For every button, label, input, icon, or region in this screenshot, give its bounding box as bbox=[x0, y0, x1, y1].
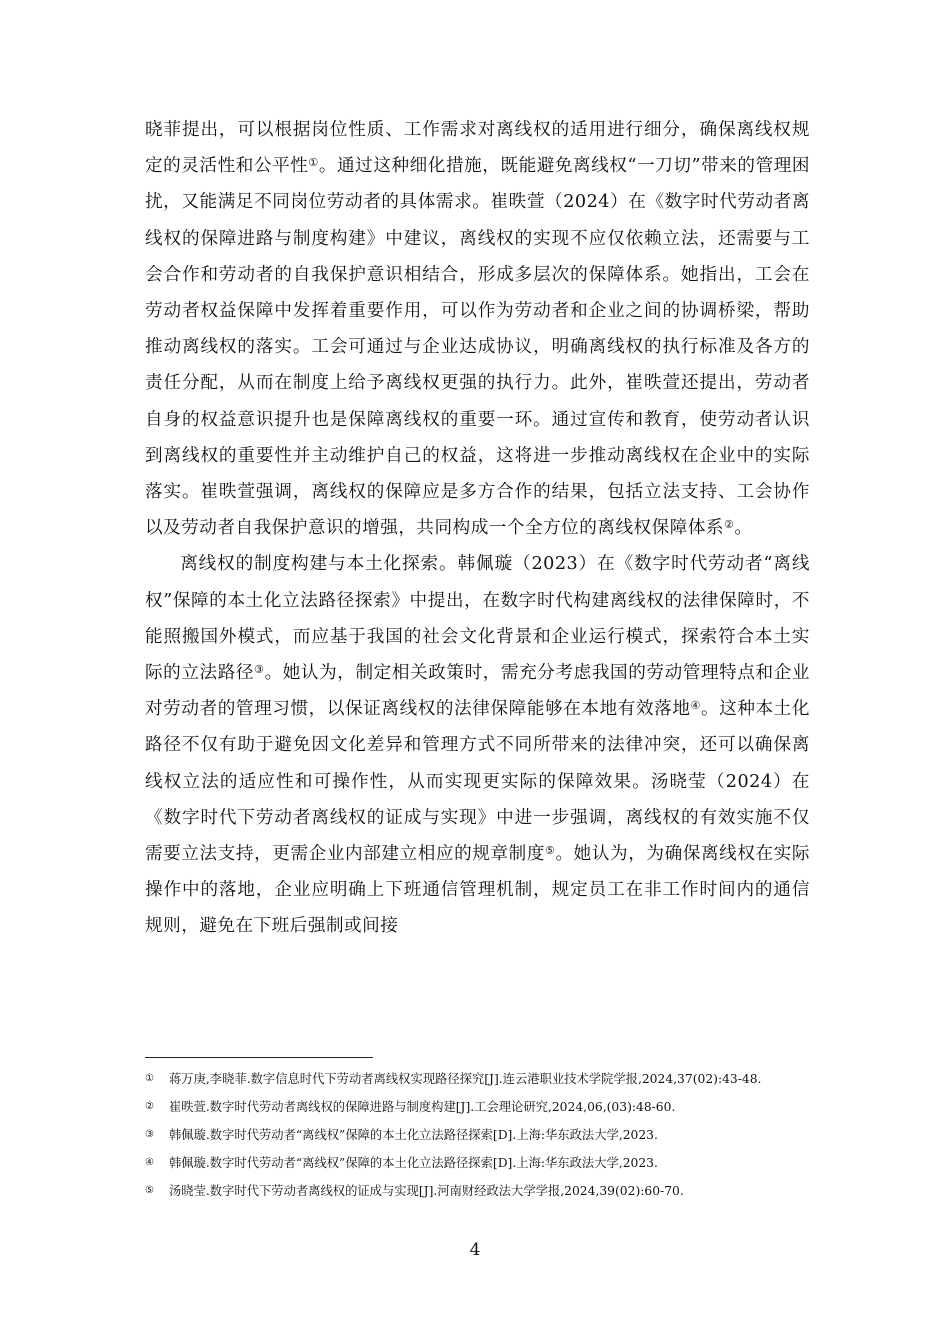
footnote-ref: ② bbox=[724, 518, 735, 532]
text-run: 。这种本土化路径不仅有助于避免因文化差异和管理方式不同所带来的法律冲突，还可以确保离线权立法的适应性和可操作性，从而实现更实际的保障效果。汤晓莹（2024）在《数字时代下劳动者离线权的证成与实现》中进一步强调，离线权的有效实施不仅需要立法支持，更需企业内部建立相应的规章制度 bbox=[145, 699, 810, 865]
footnote-3 bbox=[145, 1124, 810, 1146]
footnote-text: 韩佩璇.数字时代劳动者“离线权”保障的本土化立法路径探索[D].上海:华东政法大学,2023. bbox=[169, 1128, 658, 1142]
footnote-text: 蒋万庚,李晓菲.数字信息时代下劳动者离线权实现路径探究[J].连云港职业技术学院学报,2024,37(02):43-48. bbox=[169, 1072, 762, 1086]
footnote-ref: ⑤ bbox=[545, 844, 556, 858]
footnote-marker: ④ bbox=[145, 1157, 154, 1168]
footnote-ref: ③ bbox=[254, 663, 265, 677]
footnote-text: 汤晓莹.数字时代下劳动者离线权的证成与实现[J].河南财经政法大学学报,2024,39(02):60-70. bbox=[169, 1184, 684, 1198]
footnote-ref: ① bbox=[308, 156, 319, 170]
footnote-text: 崔昳萱.数字时代劳动者离线权的保障进路与制度构建[J].工会理论研究,2024,06,(03):48-60. bbox=[169, 1100, 676, 1114]
footnote-1 bbox=[145, 1068, 810, 1090]
footnote-marker: ② bbox=[145, 1101, 154, 1112]
page-number: 4 bbox=[469, 1240, 481, 1260]
paragraph-1 bbox=[145, 112, 810, 546]
footnote-ref: ④ bbox=[690, 699, 701, 713]
footnote-2 bbox=[145, 1096, 810, 1118]
footnote-5 bbox=[145, 1180, 810, 1202]
text-run: 。她认为，为确保离线权在实际操作中的落地，企业应明确上下班通信管理机制，规定员工在非工作时间内的通信规则，避免在下班后强制或间接 bbox=[145, 844, 810, 937]
text-run: 离线权的制度构建与本土化探索。韩佩璇（2023）在《数字时代劳动者“离线权”保障的本土化立法路径探索》中提出，在数字时代构建离线权的法律保障时，不能照搬国外模式，而应基于我国的社会文化背景和企业运行模式，探索符合本土实际的立法路径 bbox=[145, 554, 810, 684]
footnote-marker: ③ bbox=[145, 1129, 154, 1140]
text-run: 晓菲提出，可以根据岗位性质、工作需求对离线权的适用进行细分，确保离线权规定的灵活性和公平性 bbox=[145, 120, 810, 177]
footnotes bbox=[145, 1068, 810, 1208]
footnote-separator bbox=[145, 1057, 373, 1058]
footnote-4 bbox=[145, 1152, 810, 1174]
text-run: 。她认为，制定相关政策时，需充分考虑我国的劳动管理特点和企业对劳动者的管理习惯，以保证离线权的法律保障能够在本地有效落地 bbox=[145, 663, 810, 720]
paragraph-2 bbox=[145, 546, 810, 944]
text-run: 。通过这种细化措施，既能避免离线权“一刀切”带来的管理困扰，又能满足不同岗位劳动者的具体需求。崔昳萱（2024）在《数字时代劳动者离线权的保障进路与制度构建》中建议，离线权的实现不应仅依赖立法，还需要与工会合作和劳动者的自我保护意识相结合，形成多层次的保障体系。她指出，工会在劳动者权益保障中发挥着重要作用，可以作为劳动者和企业之间的协调桥梁，帮助推动离线权的落实。工会可通过与企业达成协议，明确离线权的执行标准及各方的责任分配，从而在制度上给予离线权更强的执行力。此外，崔昳萱还提出，劳动者自身的权益意识提升也是保障离线权的重要一环。通过宣传和教育，使劳动者认识到离线权的重要性并主动维护自己的权益，这将进一步推动离线权在企业中的实际落实。崔昳萱强调，离线权的保障应是多方合作的结果，包括立法支持、工会协作以及劳动者自我保护意识的增强，共同构成一个全方位的离线权保障体系 bbox=[145, 156, 810, 539]
footnote-marker: ① bbox=[145, 1073, 154, 1084]
footnote-text: 韩佩璇.数字时代劳动者“离线权”保障的本土化立法路径探索[D].上海:华东政法大学,2023. bbox=[169, 1156, 658, 1170]
text-run: 。 bbox=[734, 518, 753, 539]
body-text bbox=[145, 112, 810, 945]
footnote-marker: ⑤ bbox=[145, 1185, 154, 1196]
